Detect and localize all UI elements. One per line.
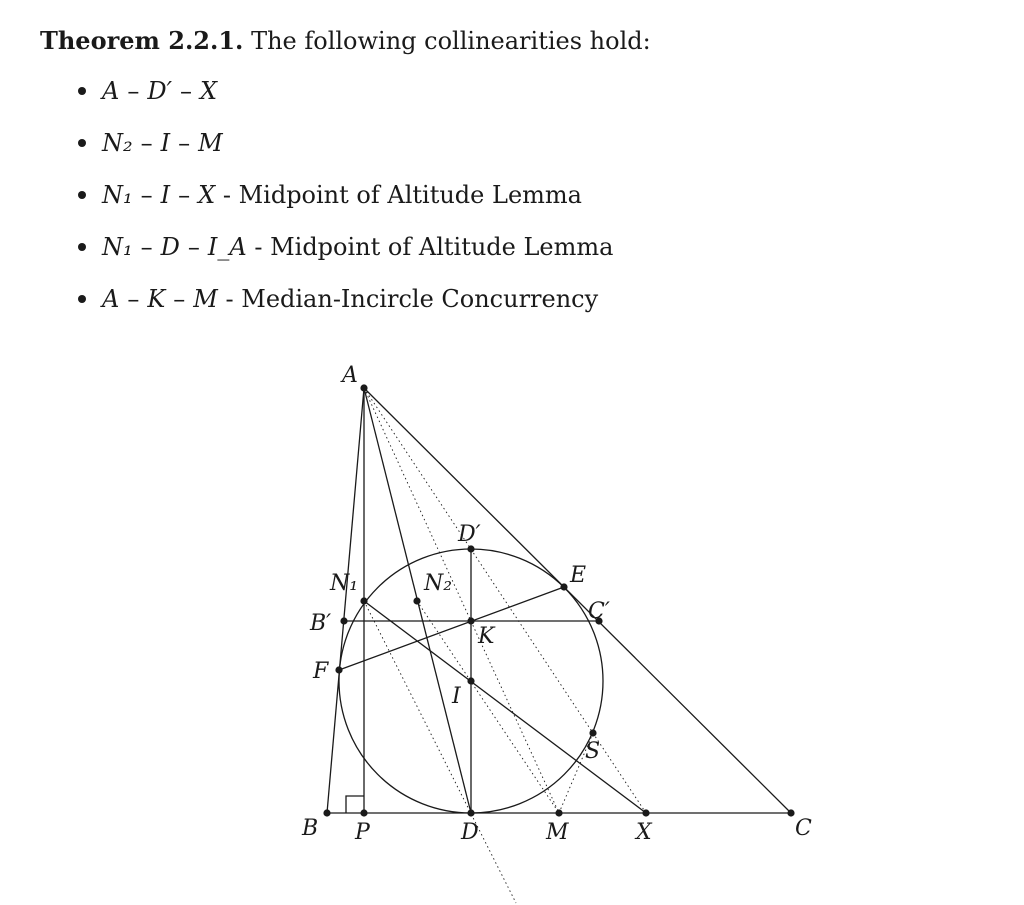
point-token: N₁	[102, 233, 133, 261]
list-item: N₂ – I – M	[72, 130, 613, 182]
label-k: K	[478, 624, 495, 649]
item-description: - Midpoint of Altitude Lemma	[222, 181, 582, 209]
point-x	[642, 809, 649, 816]
point-token: K	[147, 285, 166, 313]
point-token: M	[193, 285, 218, 313]
point-token: I	[160, 181, 171, 209]
dotted-a-m	[364, 388, 559, 813]
point-token: N₂	[102, 129, 133, 157]
label-cprime: C′	[588, 599, 610, 624]
theorem-statement: The following collinearities hold:	[251, 27, 651, 55]
label-m: M	[546, 820, 569, 845]
point-token: D	[160, 233, 180, 261]
point-n2	[413, 597, 420, 604]
label-f: F	[313, 659, 329, 684]
point-k	[467, 617, 474, 624]
list-item: A – D′ – X	[72, 78, 613, 130]
label-c: C	[795, 816, 812, 841]
point-d	[467, 809, 474, 816]
point-token: I_A	[207, 233, 247, 261]
list-item: A – K – M - Median-Incircle Concurrency	[72, 286, 613, 338]
label-x: X	[636, 820, 652, 845]
label-b: B	[302, 816, 319, 841]
point-bprime	[340, 617, 347, 624]
point-b	[323, 809, 330, 816]
label-n2: N₂	[424, 571, 453, 596]
label-a: A	[342, 363, 358, 388]
point-c	[787, 809, 794, 816]
point-token: D′	[147, 77, 173, 105]
label-s: S	[585, 739, 601, 764]
item-description: - Median-Incircle Concurrency	[225, 285, 599, 313]
label-d: D	[461, 820, 479, 845]
point-token: A	[102, 77, 120, 105]
point-n1	[360, 597, 367, 604]
label-dprime: D′	[458, 522, 481, 547]
point-a	[360, 384, 367, 391]
list-item: N₁ – D – I_A - Midpoint of Altitude Lemma	[72, 234, 613, 286]
point-i	[467, 677, 474, 684]
point-m	[555, 809, 562, 816]
label-n1: N₁	[330, 571, 359, 596]
point-token: X	[198, 181, 216, 209]
point-f	[335, 666, 342, 673]
label-i: I	[452, 684, 461, 709]
label-p: P	[355, 820, 370, 845]
item-description: - Midpoint of Altitude Lemma	[254, 233, 614, 261]
theorem-label: Theorem 2.2.1.	[40, 26, 244, 55]
point-token: N₁	[102, 181, 133, 209]
point-token: X	[200, 77, 218, 105]
point-token: M	[198, 129, 223, 157]
point-token: A	[102, 285, 120, 313]
right-angle-marker	[346, 796, 364, 813]
point-p	[360, 809, 367, 816]
side-ac	[364, 388, 791, 813]
point-s	[589, 729, 596, 736]
point-e	[560, 583, 567, 590]
segment-n1-x	[364, 601, 646, 813]
label-bprime: B′	[310, 611, 332, 636]
point-token: I	[160, 129, 171, 157]
segment-fe	[339, 587, 564, 670]
label-e: E	[570, 563, 587, 588]
list-item: N₁ – I – X - Midpoint of Altitude Lemma	[72, 182, 613, 234]
